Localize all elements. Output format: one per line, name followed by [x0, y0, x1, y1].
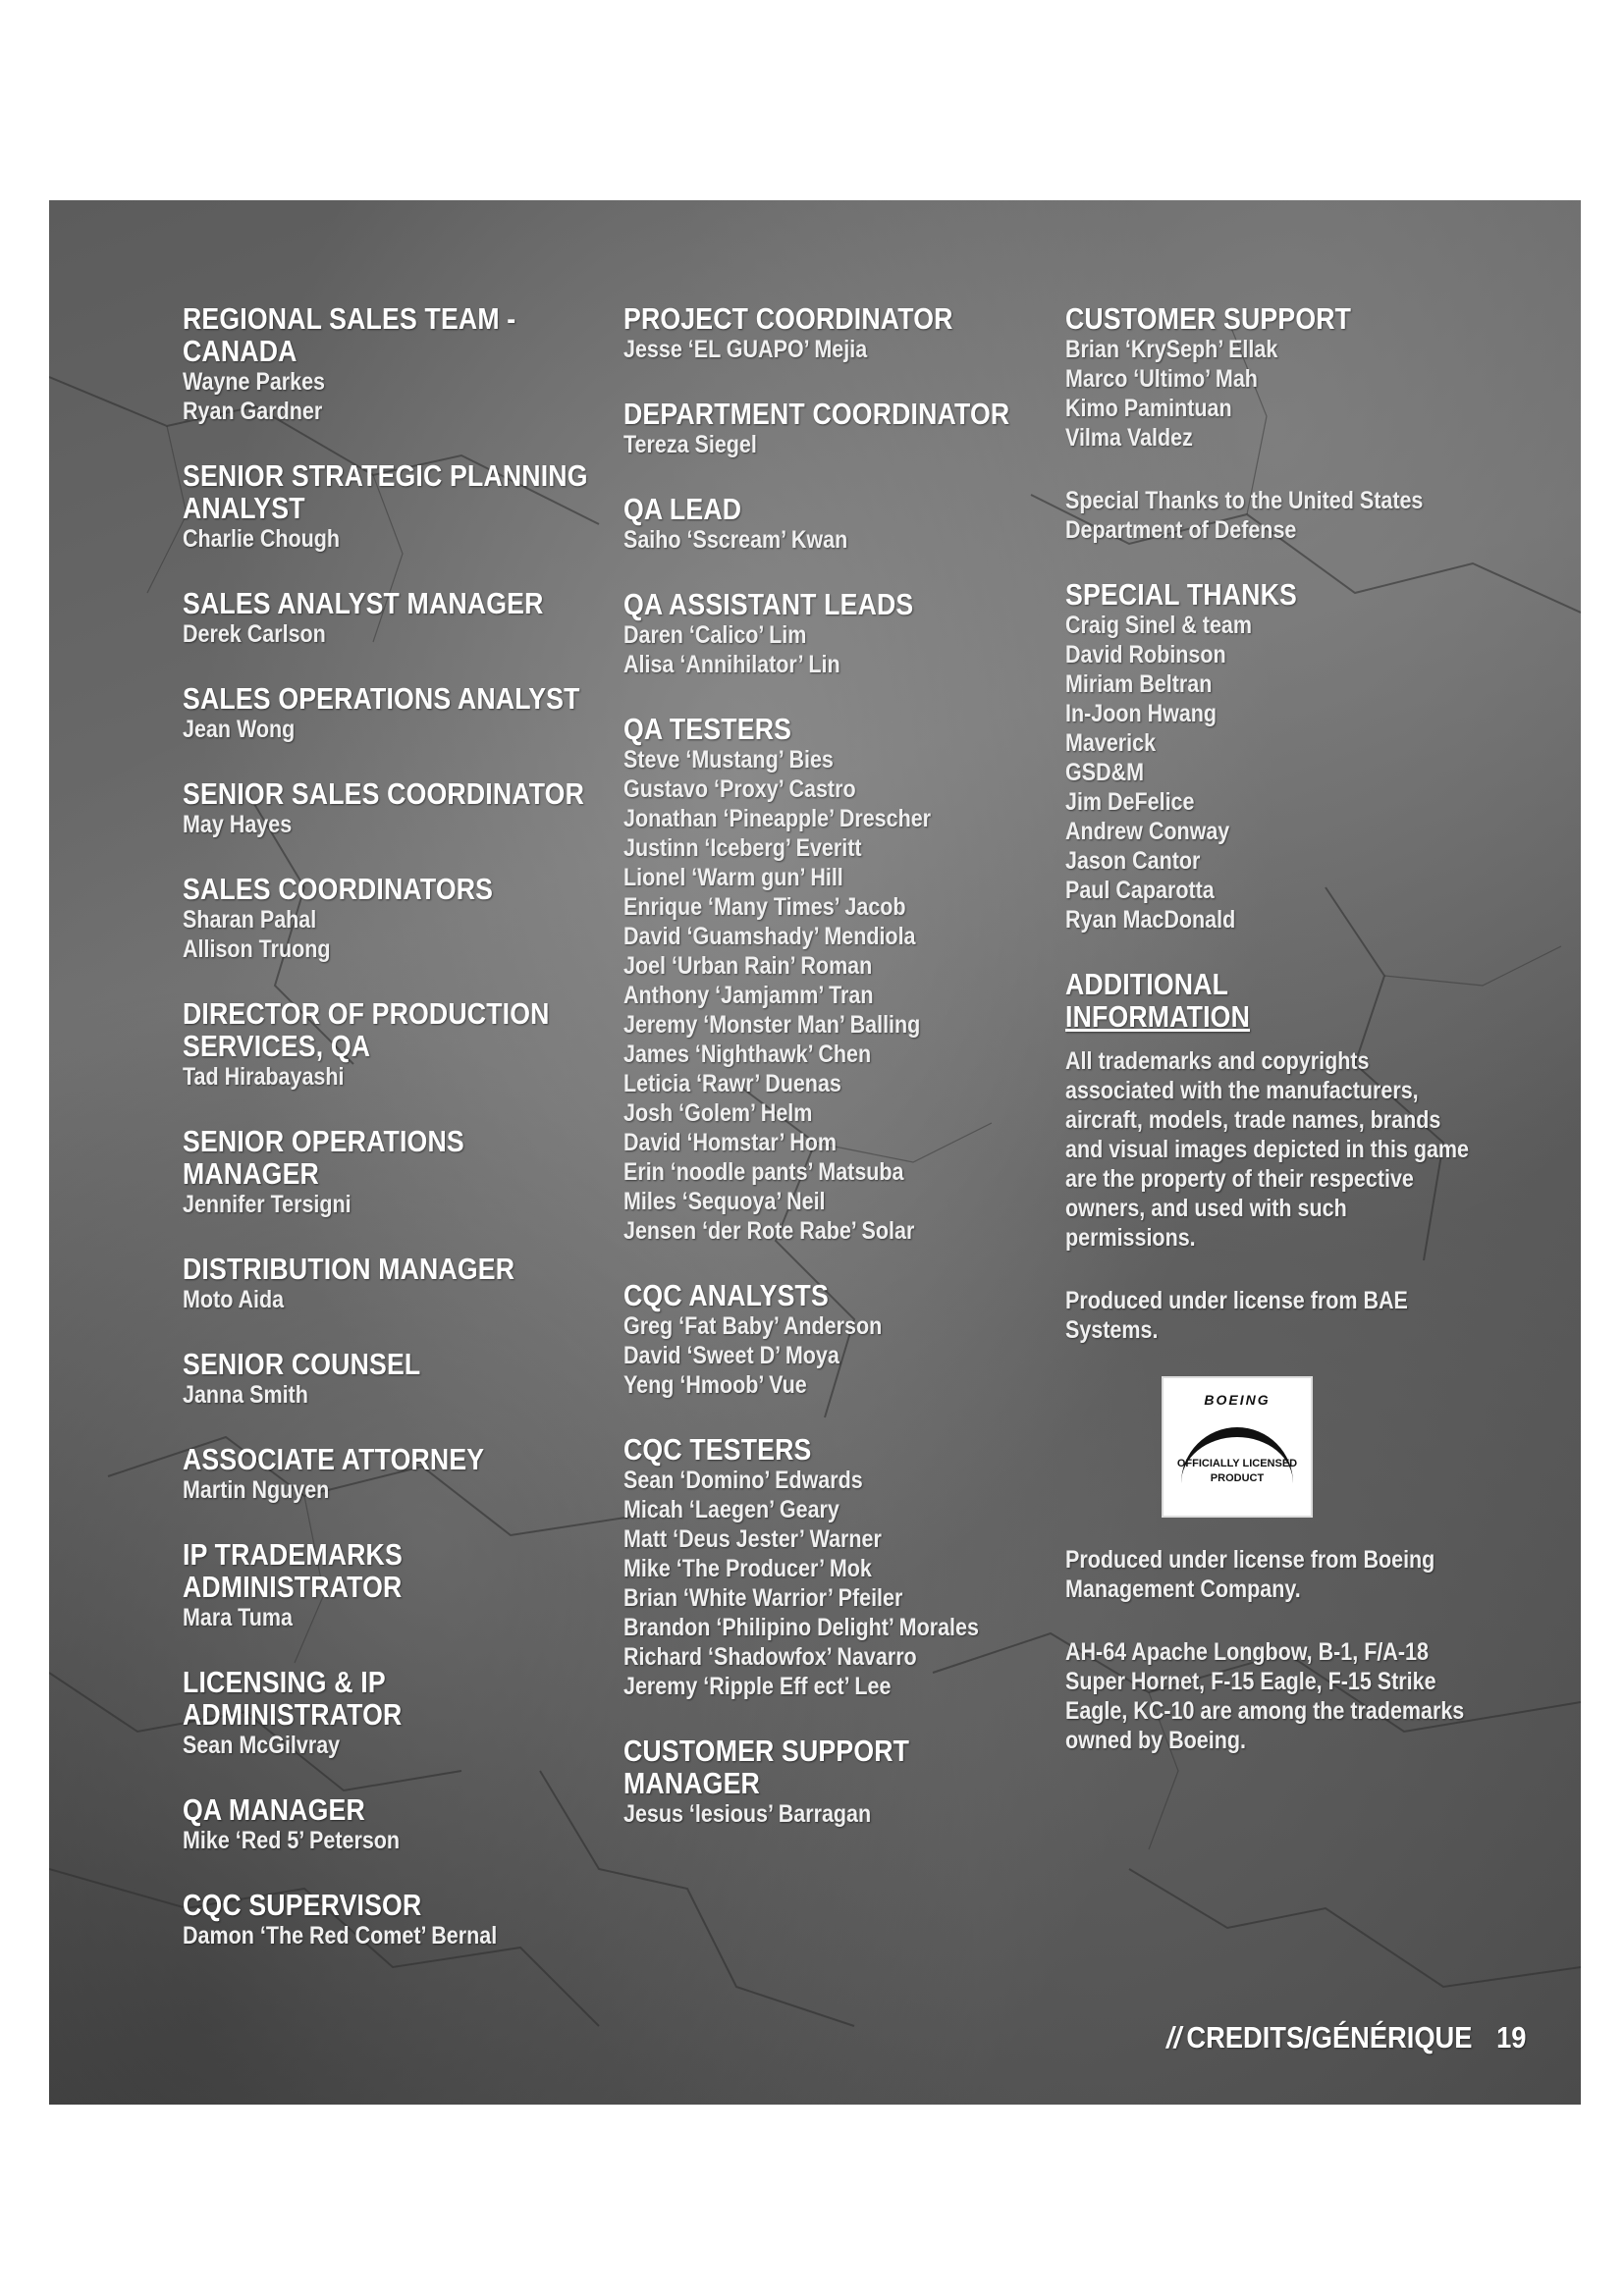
credit-name: Jesus ‘lesious’ Barragan — [623, 1800, 872, 1828]
boeing-logo: BOEING — [1204, 1392, 1271, 1408]
credit-name: David ‘Sweet D’ Moya — [623, 1342, 839, 1369]
credit-name: Greg ‘Fat Baby’ Anderson — [623, 1312, 883, 1340]
credit-section — [183, 1793, 595, 1855]
credit-name: Allison Truong — [183, 935, 331, 963]
name-list — [183, 619, 595, 649]
name-list — [623, 620, 1036, 679]
name-list — [623, 1466, 1036, 1701]
credit-name: Saiho ‘Sscream’ Kwan — [623, 526, 848, 554]
page-footer — [1166, 2020, 1526, 2056]
credit-name: Jean Wong — [183, 716, 296, 743]
section-title: LICENSING & IP ADMINISTRATOR — [183, 1665, 403, 1732]
section-title: SENIOR COUNSEL — [183, 1347, 421, 1381]
name-list — [183, 1062, 595, 1092]
credit-name: Sean ‘Domino’ Edwards — [623, 1467, 863, 1494]
credit-name: David Robinson — [1065, 641, 1226, 668]
section-title: QA ASSISTANT LEADS — [623, 587, 914, 621]
credit-section — [183, 1666, 595, 1760]
name-list — [183, 367, 595, 426]
credit-name: Anthony ‘Jamjamm’ Tran — [623, 982, 874, 1009]
boeing-licensed-badge — [1164, 1378, 1311, 1516]
credit-name: David ‘Guamshady’ Mendiola — [623, 923, 916, 950]
credit-name: Wayne Parkes — [183, 368, 326, 396]
credit-name: Brian ‘White Warrior’ Pfeiler — [623, 1584, 903, 1612]
credit-name: Yeng ‘Hmoob’ Vue — [623, 1371, 807, 1399]
credit-name: Sharan Pahal — [183, 906, 317, 934]
credit-section — [183, 1348, 595, 1410]
credit-name: Justinn ‘Iceberg’ Everitt — [623, 834, 862, 862]
section-title: SALES COORDINATORS — [183, 872, 494, 906]
credit-name: Gustavo ‘Proxy’ Castro — [623, 775, 856, 803]
bae-license-paragraph: Produced under license from BAE Systems. — [1065, 1287, 1408, 1344]
credit-name: Marco ‘Ultimo’ Mah — [1065, 365, 1258, 393]
section-title: SALES OPERATIONS ANALYST — [183, 681, 580, 716]
section-title: CQC SUPERVISOR — [183, 1888, 422, 1922]
credit-section — [183, 777, 595, 839]
name-list — [623, 1311, 1036, 1400]
credit-name: Joel ‘Urban Rain’ Roman — [623, 952, 873, 980]
section-title: SPECIAL THANKS — [1065, 577, 1297, 612]
credit-name: Matt ‘Deus Jester’ Warner — [623, 1525, 882, 1553]
additional-title-line2 — [1065, 1000, 1477, 1033]
credit-name: Jeremy ‘Ripple Eff ect’ Lee — [623, 1673, 892, 1700]
credit-section — [183, 1889, 595, 1950]
credit-name: Jensen ‘der Rote Rabe’ Solar — [623, 1217, 915, 1245]
credit-name: Charlie Chough — [183, 525, 341, 553]
name-list — [183, 1603, 595, 1632]
credit-section — [183, 1253, 595, 1314]
name-list — [183, 715, 595, 744]
credit-section — [183, 1443, 595, 1505]
credit-name: Ryan Gardner — [183, 398, 323, 425]
credit-section — [623, 493, 1036, 555]
credit-name: Josh ‘Golem’ Helm — [623, 1099, 813, 1127]
name-list — [623, 525, 1036, 555]
section-title: QA LEAD — [623, 492, 742, 526]
credit-name: Jason Cantor — [1065, 847, 1201, 875]
section-title: QA TESTERS — [623, 712, 792, 746]
name-list — [183, 524, 595, 554]
section-title: PROJECT COORDINATOR — [623, 301, 953, 336]
credit-name: Maverick — [1065, 729, 1157, 757]
credit-name: Brian ‘KrySeph’ Ellak — [1065, 336, 1278, 363]
credit-section — [1065, 578, 1478, 934]
additional-info-heading — [1065, 968, 1478, 1033]
credit-name: Richard ‘Shadowfox’ Navarro — [623, 1643, 917, 1671]
credit-name: Martin Nguyen — [183, 1476, 330, 1504]
trademarks-paragraph: All trademarks and copyrights associated with the manufacturers, aircraft, models, trade names, brands and visual images depicted in this game are the property of their respective owners, and used with such permissions. — [1065, 1047, 1470, 1252]
credit-name: Micah ‘Laegen’ Geary — [623, 1496, 839, 1523]
section-title: SENIOR OPERATIONS MANAGER — [183, 1124, 464, 1191]
section-title: SENIOR SALES COORDINATOR — [183, 776, 585, 811]
boeing-trademarks-paragraph: AH-64 Apache Longbow, B-1, F/A-18 Super Hornet, F-15 Eagle, F-15 Strike Eagle, KC-10 are among the trademarks owned by Boeing. — [1065, 1638, 1465, 1754]
section-title: CUSTOMER SUPPORT MANAGER — [623, 1734, 910, 1800]
name-list — [183, 905, 595, 964]
credit-name: Damon ‘The Red Comet’ Bernal — [183, 1922, 498, 1949]
credit-name: Kimo Pamintuan — [1065, 395, 1232, 422]
name-list — [183, 1475, 595, 1505]
credit-section — [183, 459, 595, 554]
name-list — [623, 335, 1036, 364]
column-middle — [623, 302, 1036, 1862]
credit-name: Ryan MacDonald — [1065, 906, 1236, 934]
credit-name: Tereza Siegel — [623, 431, 757, 458]
name-list — [183, 810, 595, 839]
name-list — [1065, 335, 1478, 453]
credit-section — [623, 1433, 1036, 1701]
credit-name: Steve ‘Mustang’ Bies — [623, 746, 834, 774]
credit-name: Derek Carlson — [183, 620, 326, 648]
credit-name: Enrique ‘Many Times’ Jacob — [623, 893, 906, 921]
credit-section — [623, 588, 1036, 679]
credit-name: Erin ‘noodle pants’ Matsuba — [623, 1158, 904, 1186]
column-left — [183, 302, 595, 1984]
credit-name: GSD&M — [1065, 759, 1145, 786]
credit-section — [183, 1538, 595, 1632]
credit-name: Jeremy ‘Monster Man’ Balling — [623, 1011, 921, 1039]
credit-section — [183, 997, 595, 1092]
credit-name: Jim DeFelice — [1065, 788, 1195, 816]
name-list — [183, 1380, 595, 1410]
credit-section — [183, 873, 595, 964]
credit-name: Alisa ‘Annihilator’ Lin — [623, 651, 840, 678]
name-list — [183, 1285, 595, 1314]
badge-seal-text: OFFICIALLY LICENSED PRODUCT — [1176, 1458, 1298, 1484]
credit-name: Mara Tuma — [183, 1604, 293, 1631]
section-title: SALES ANALYST MANAGER — [183, 586, 544, 620]
column-right — [1065, 302, 1478, 1789]
credit-section — [183, 1125, 595, 1219]
name-list — [623, 745, 1036, 1246]
credit-name: Jonathan ‘Pineapple’ Drescher — [623, 805, 932, 832]
credit-name: Janna Smith — [183, 1381, 308, 1409]
name-list — [183, 1731, 595, 1760]
credit-section — [183, 302, 595, 426]
credit-section — [623, 302, 1036, 364]
credit-name: Jesse ‘EL GUAPO’ Mejia — [623, 336, 868, 363]
section-title: QA MANAGER — [183, 1792, 365, 1827]
credit-section — [623, 1735, 1036, 1829]
boeing-license-paragraph: Produced under license from Boeing Management Company. — [1065, 1546, 1435, 1603]
name-list — [623, 1799, 1036, 1829]
credit-name: Leticia ‘Rawr’ Duenas — [623, 1070, 841, 1097]
credit-name: Mike ‘The Producer’ Mok — [623, 1555, 872, 1582]
credit-name: May Hayes — [183, 811, 293, 838]
credit-name: Paul Caparotta — [1065, 877, 1215, 904]
credit-section — [183, 587, 595, 649]
page-number: 19 — [1495, 2020, 1526, 2055]
section-title: REGIONAL SALES TEAM - CANADA — [183, 301, 516, 368]
section-title: CUSTOMER SUPPORT — [1065, 301, 1352, 336]
credit-section — [183, 682, 595, 744]
credit-name: Miles ‘Sequoya’ Neil — [623, 1188, 826, 1215]
section-title: IP TRADEMARKS ADMINISTRATOR — [183, 1537, 403, 1604]
section-title: CQC TESTERS — [623, 1432, 812, 1467]
credit-section — [623, 1279, 1036, 1400]
credit-name: Jennifer Tersigni — [183, 1191, 352, 1218]
footer-section-label: CREDITS/GÉNÉRIQUE — [1185, 2020, 1473, 2055]
credit-name: Sean McGilvray — [183, 1732, 341, 1759]
name-list — [183, 1190, 595, 1219]
credits-panel — [49, 200, 1581, 2105]
credit-name: Miriam Beltran — [1065, 670, 1213, 698]
additional-title-text: INFORMATION — [1065, 999, 1251, 1034]
name-list — [183, 1921, 595, 1950]
credit-name: Andrew Conway — [1065, 818, 1230, 845]
section-title: CQC ANALYSTS — [623, 1278, 829, 1312]
credit-section — [623, 713, 1036, 1246]
credit-section — [1065, 302, 1478, 453]
section-title: DISTRIBUTION MANAGER — [183, 1252, 515, 1286]
name-list — [623, 430, 1036, 459]
name-list — [1065, 611, 1478, 934]
credit-name: Daren ‘Calico’ Lim — [623, 621, 807, 649]
credit-name: Lionel ‘Warm gun’ Hill — [623, 864, 843, 891]
credit-name: In-Joon Hwang — [1065, 700, 1218, 727]
section-title: ASSOCIATE ATTORNEY — [183, 1442, 485, 1476]
section-title: SENIOR STRATEGIC PLANNING ANALYST — [183, 458, 588, 525]
credit-name: Tad Hirabayashi — [183, 1063, 345, 1091]
credit-name: Mike ‘Red 5’ Peterson — [183, 1827, 401, 1854]
credit-name: Craig Sinel & team — [1065, 612, 1252, 639]
section-title: DIRECTOR OF PRODUCTION SERVICES, QA — [183, 996, 550, 1063]
credit-name: James ‘Nighthawk’ Chen — [623, 1041, 872, 1068]
credit-name: Brandon ‘Philipino Delight’ Morales — [623, 1614, 979, 1641]
section-title: DEPARTMENT COORDINATOR — [623, 397, 1010, 431]
name-list — [183, 1826, 595, 1855]
footer-slashes: // — [1165, 2020, 1181, 2055]
dod-thanks-note: Special Thanks to the United States Department of Defense — [1065, 487, 1424, 544]
credit-name: Vilma Valdez — [1065, 424, 1193, 452]
additional-title-line1: ADDITIONAL — [1065, 967, 1229, 1001]
credit-name: David ‘Homstar’ Hom — [623, 1129, 838, 1156]
credit-section — [623, 398, 1036, 459]
credit-name: Moto Aida — [183, 1286, 285, 1313]
